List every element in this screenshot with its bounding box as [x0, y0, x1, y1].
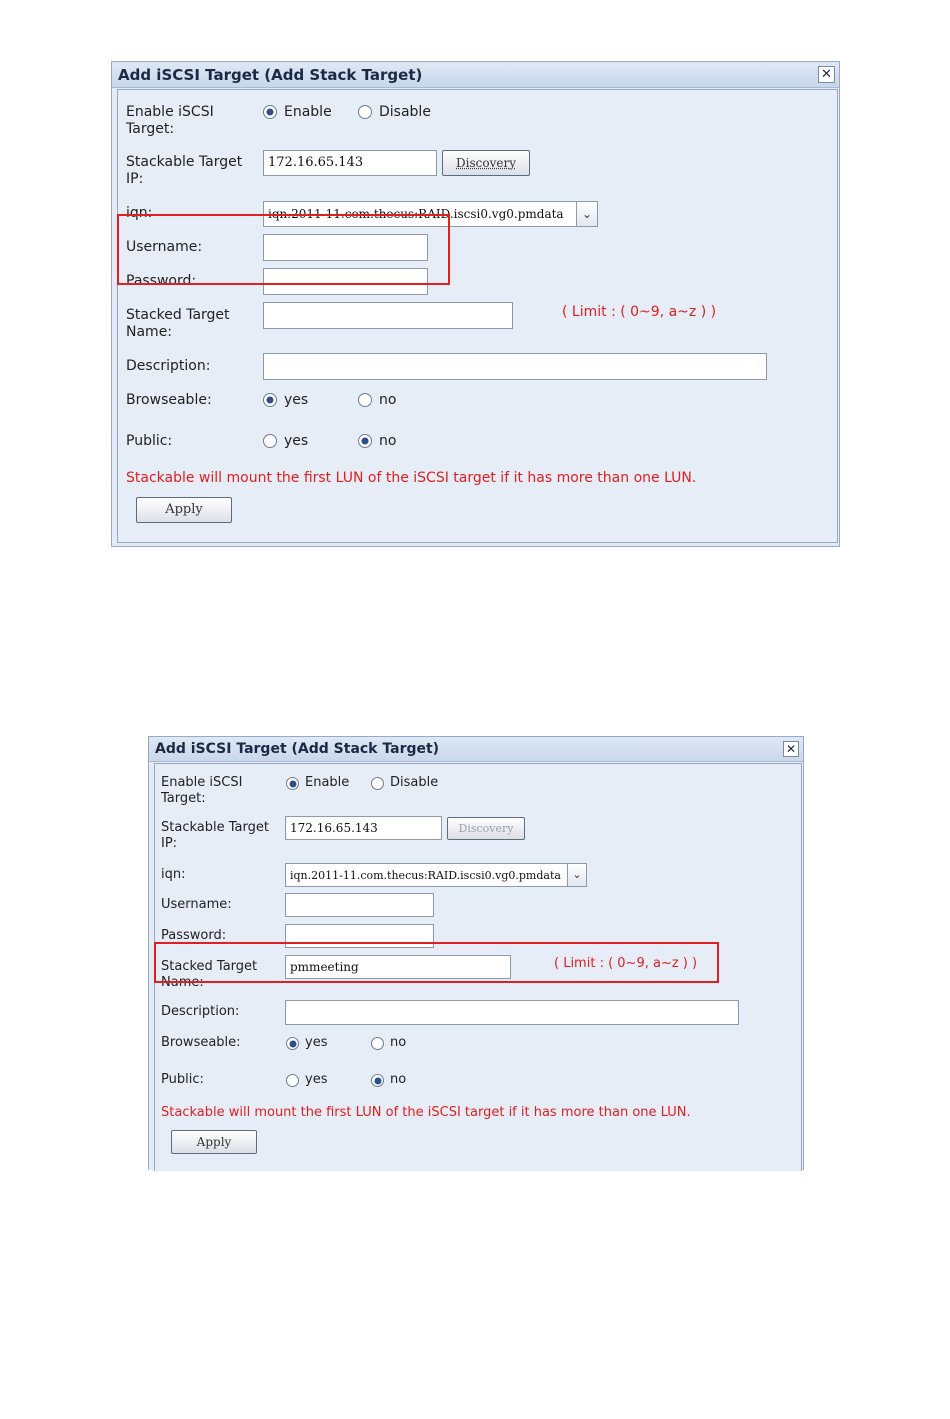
public-no-label: no [390, 1072, 407, 1087]
enable-radio[interactable] [286, 777, 299, 790]
enable-iscsi-target-label: Enable iSCSI Target: [161, 775, 243, 806]
stackable-target-ip-label: Stackable Target IP: [126, 154, 243, 187]
password-label: Password: [126, 273, 197, 289]
iqn-label: iqn: [161, 867, 186, 882]
dialog-title: Add iSCSI Target (Add Stack Target) [155, 741, 440, 757]
public-no-radio[interactable] [358, 434, 372, 448]
stackable-target-ip-input[interactable]: 172.16.65.143 [285, 816, 442, 840]
iqn-select-value: iqn.2011-11.com.thecus:RAID.iscsi0.vg0.pmdata [290, 869, 561, 882]
description-label: Description: [126, 358, 211, 374]
apply-button[interactable]: Apply [136, 497, 232, 523]
iqn-select-value: iqn.2011-11.com.thecus:RAID.iscsi0.vg0.pmdata [268, 207, 564, 221]
close-icon[interactable]: ✕ [783, 741, 799, 757]
stackable-warning-text: Stackable will mount the first LUN of the iSCSI target if it has more than one LUN. [126, 470, 697, 486]
public-yes-radio[interactable] [263, 434, 277, 448]
disable-radio-label: Disable [379, 104, 431, 120]
disable-radio-label: Disable [390, 775, 439, 790]
dialog-titlebar [112, 62, 839, 88]
dialog-title: Add iSCSI Target (Add Stack Target) [118, 66, 423, 84]
browseable-yes-radio[interactable] [286, 1037, 299, 1050]
dialog-titlebar [149, 737, 803, 762]
chevron-down-icon[interactable]: ⌄ [567, 864, 586, 886]
password-input[interactable] [263, 268, 428, 295]
disable-radio[interactable] [371, 777, 384, 790]
discovery-button[interactable]: Discovery [442, 150, 530, 176]
stacked-target-name-input[interactable]: pmmeeting [285, 955, 511, 979]
password-input[interactable] [285, 924, 434, 948]
iqn-label: iqn: [126, 205, 153, 221]
stacked-target-name-input[interactable] [263, 302, 513, 329]
iqn-select[interactable] [263, 201, 598, 227]
password-label: Password: [161, 928, 227, 943]
public-no-label: no [379, 433, 397, 449]
dialog-add-stack-target-1 [111, 61, 840, 547]
browseable-yes-label: yes [284, 392, 309, 408]
disable-radio[interactable] [358, 105, 372, 119]
description-input[interactable] [263, 353, 767, 380]
browseable-no-radio[interactable] [371, 1037, 384, 1050]
public-no-radio[interactable] [371, 1074, 384, 1087]
username-input[interactable] [263, 234, 428, 261]
public-yes-label: yes [305, 1072, 328, 1087]
limit-note: ( Limit : ( 0~9, a~z ) ) [554, 956, 698, 971]
enable-radio-label: Enable [284, 104, 332, 120]
browseable-label: Browseable: [161, 1035, 241, 1050]
limit-note: ( Limit : ( 0~9, a~z ) ) [562, 304, 717, 320]
browseable-yes-radio[interactable] [263, 393, 277, 407]
apply-button[interactable]: Apply [171, 1130, 257, 1154]
discovery-button[interactable]: Discovery [447, 817, 525, 840]
stacked-target-name-label: Stacked Target Name: [161, 959, 258, 990]
browseable-no-radio[interactable] [358, 393, 372, 407]
public-label: Public: [161, 1072, 204, 1087]
dialog-add-stack-target-2 [148, 736, 804, 1170]
username-input[interactable] [285, 893, 434, 917]
stackable-target-ip-input[interactable]: 172.16.65.143 [263, 150, 437, 176]
enable-radio[interactable] [263, 105, 277, 119]
close-icon[interactable]: ✕ [818, 66, 835, 83]
browseable-label: Browseable: [126, 392, 212, 408]
stackable-warning-text: Stackable will mount the first LUN of the iSCSI target if it has more than one LUN. [161, 1105, 691, 1120]
browseable-no-label: no [390, 1035, 407, 1050]
browseable-no-label: no [379, 392, 397, 408]
enable-iscsi-target-label: Enable iSCSI Target: [126, 104, 214, 137]
public-label: Public: [126, 433, 173, 449]
username-label: Username: [161, 897, 232, 912]
enable-radio-label: Enable [305, 775, 350, 790]
public-yes-label: yes [284, 433, 309, 449]
description-label: Description: [161, 1004, 240, 1019]
description-input[interactable] [285, 1000, 739, 1025]
public-yes-radio[interactable] [286, 1074, 299, 1087]
iqn-select[interactable] [285, 863, 587, 887]
browseable-yes-label: yes [305, 1035, 328, 1050]
username-label: Username: [126, 239, 203, 255]
stackable-target-ip-label: Stackable Target IP: [161, 820, 269, 851]
chevron-down-icon[interactable]: ⌄ [576, 202, 597, 226]
stacked-target-name-label: Stacked Target Name: [126, 307, 230, 340]
